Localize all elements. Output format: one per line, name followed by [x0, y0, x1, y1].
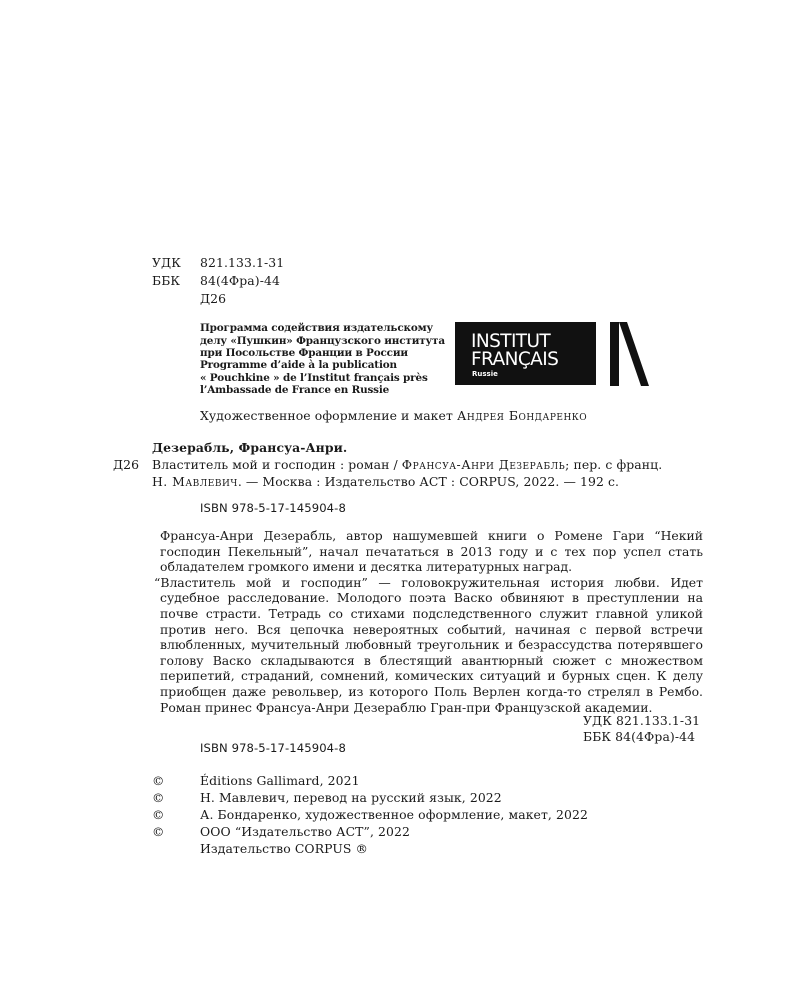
logo-line-1: INSTITUT [471, 331, 551, 352]
copyright-icon: © [152, 807, 165, 822]
bbk-label: ББК [152, 273, 181, 288]
design-credit [200, 408, 587, 423]
bbk-line [152, 273, 280, 288]
program-ru-line: Программа содействия издательскому [200, 322, 434, 334]
catalog-isbn: ISBN 978-5-17-145904-8 [200, 501, 346, 515]
program-ru-line: делу «Пушкин» Французского института [200, 334, 445, 347]
catalog-title: Властитель мой и господин : роман / [152, 457, 402, 472]
copyright-icon: © [152, 790, 165, 805]
design-credit-name: Андрея Бондаренко [456, 408, 588, 423]
program-ru-line: при Посольстве Франции в России [200, 347, 408, 359]
copyright-text: Н. Мавлевич, перевод на русский язык, 2022 [200, 790, 502, 805]
institut-francais-logo [455, 322, 596, 385]
annotation [154, 528, 703, 715]
catalog-line-2 [152, 457, 662, 472]
annotation-paragraph-2: “Властитель мой и господин” — головокружительная история любви. Идет судебное расследование. Молодого поэта Васко обвиняют в преступлении на почве страсти. Тетрадь со стихами подследственного служит главной уликой против него. Вся цепочка невероятных событий, начиная с первой встречи влюбленных, мучительный любовный треугольник и безрассудства потерявшего голову Васко складываются в блестящий авантюрный сюжет с множеством перипетий, страданий, сомнений, комических ситуаций и бурных сцен. К делу приобщен даже револьвер, из которого Поль Верлен когда-то стрелял в Рембо. Роман принес Франсуа-Анри Дезераблю Гран-при Французской академии. [154, 574, 703, 715]
bottom-bbk: ББК 84(4Фра)-44 [583, 729, 696, 744]
bottom-udk: УДК 821.133.1-31 [583, 713, 701, 728]
copyright-line [152, 824, 410, 839]
catalog-side-mark: Д26 [113, 457, 140, 472]
catalog-translation: ; пер. с франц. [565, 457, 663, 472]
catalog-heading: Дезерабль, Франсуа-Анри. [152, 440, 348, 455]
imprint: Издательство CORPUS ® [200, 841, 368, 856]
copyright-line [152, 807, 588, 822]
catalog-translator-name: Н. Мавлевич [152, 474, 238, 489]
logo-line-3: Russie [472, 370, 498, 378]
copyright-line [152, 773, 360, 788]
udk-label: УДК [152, 255, 181, 270]
program-fr-line: l’Ambassade de France en Russie [200, 384, 390, 396]
institut-francais-mark-icon [610, 322, 650, 386]
design-credit-text: Художественное оформление и макет [200, 408, 457, 423]
catalog-line-3 [152, 474, 619, 489]
copyright-text: ООО “Издательство АСТ”, 2022 [200, 824, 410, 839]
annotation-paragraph-1: Франсуа-Анри Дезерабль, автор нашумевшей книги о Ромене Гари “Некий господин Пекельный”, начал печататься в 2013 году и с тех пор успел стать обладателем громкого имени и десятка литературных наград. [160, 528, 703, 575]
copyright-icon: © [152, 773, 165, 788]
author-mark: Д26 [200, 291, 227, 306]
copyright-text: А. Бондаренко, художественное оформление, макет, 2022 [200, 807, 588, 822]
copyright-line [152, 790, 502, 805]
program-fr-line: « Pouchkine » de l’Institut français près [200, 371, 428, 384]
bottom-isbn: ISBN 978-5-17-145904-8 [200, 741, 346, 755]
udk-value: 821.133.1-31 [200, 255, 285, 270]
program-fr-line: Programme d’aide à la publication [200, 359, 397, 371]
logo-line-2: FRANÇAIS [471, 349, 559, 370]
copyright-text: Éditions Gallimard, 2021 [200, 773, 360, 788]
udk-line [152, 255, 284, 270]
catalog-author-name: Франсуа-Анри Дезерабль [401, 457, 566, 472]
catalog-publication: . — Москва : Издательство АСТ : CORPUS, 2022. — 192 с. [237, 474, 620, 489]
copyright-icon: © [152, 824, 165, 839]
bbk-value: 84(4Фра)-44 [200, 273, 280, 288]
program-fr [200, 359, 428, 397]
program-ru [200, 322, 445, 360]
